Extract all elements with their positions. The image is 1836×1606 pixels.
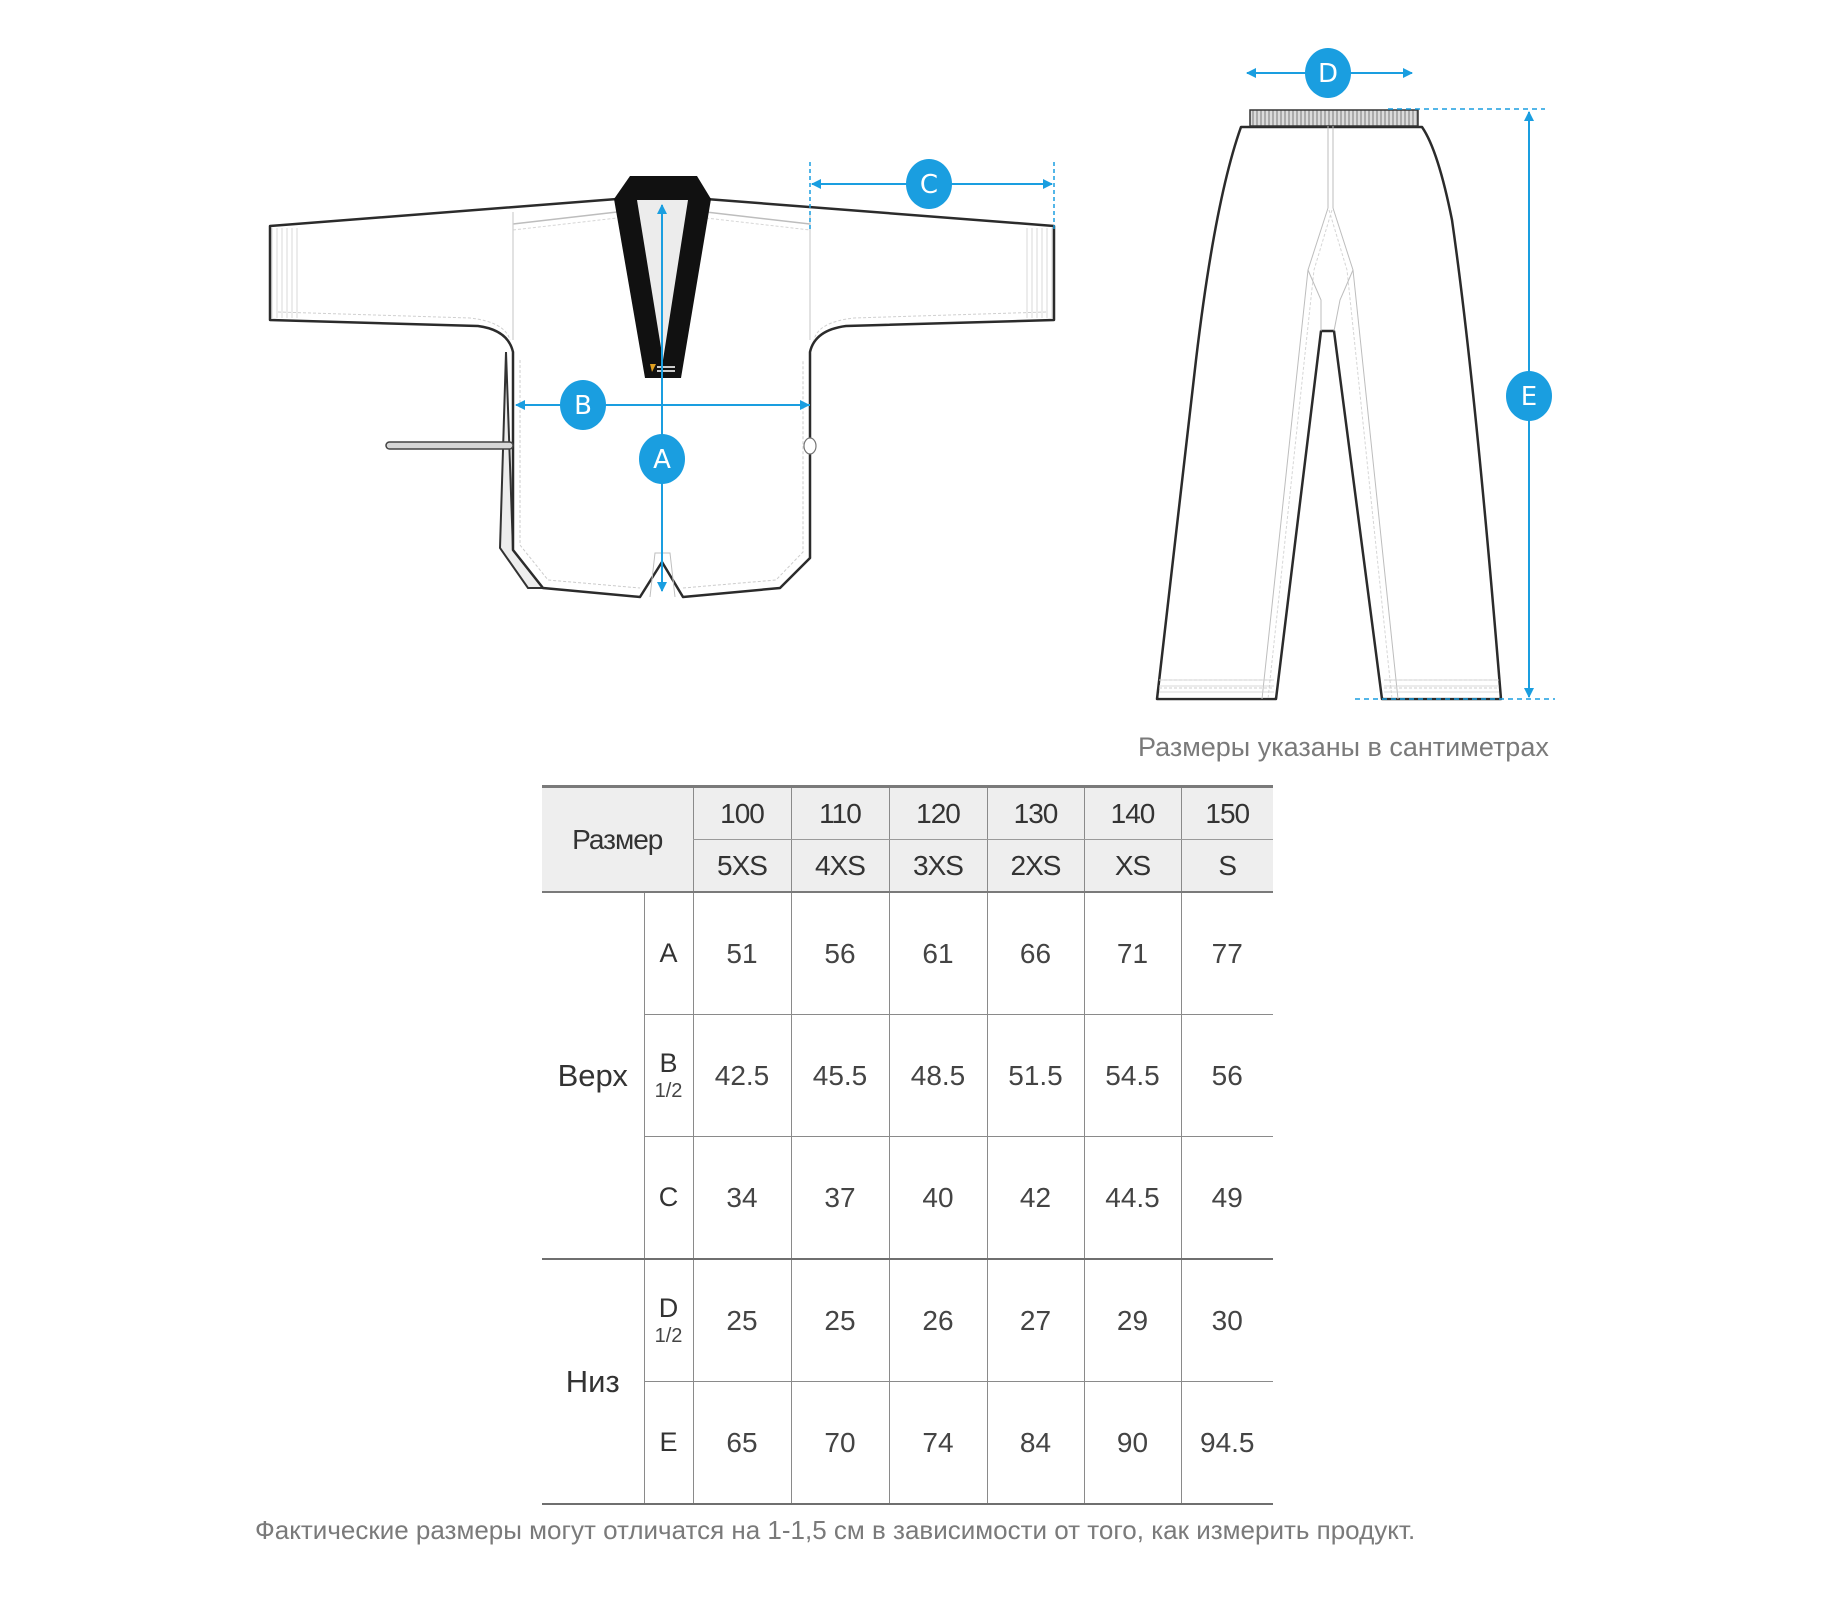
height-140: 140	[1084, 787, 1181, 840]
size-s: S	[1181, 840, 1273, 893]
table-cell: 49	[1181, 1137, 1273, 1260]
measure-d-letter: D	[658, 1293, 679, 1324]
measure-a	[644, 892, 693, 1015]
table-cell: 56	[1181, 1015, 1273, 1137]
header-size-label: Размер	[542, 787, 693, 893]
table-cell: 74	[889, 1382, 987, 1505]
measure-b-letter: B	[659, 1048, 678, 1079]
table-cell: 42	[987, 1137, 1084, 1260]
label-c-badge	[906, 159, 952, 209]
size-3xs: 3XS	[889, 840, 987, 893]
table-cell: 44.5	[1084, 1137, 1181, 1260]
table-cell: 54.5	[1084, 1015, 1181, 1137]
table-cell: 84	[987, 1382, 1084, 1505]
table-cell: 94.5	[1181, 1382, 1273, 1505]
label-a: A	[653, 445, 671, 475]
measure-e-letter: E	[659, 1426, 678, 1457]
units-caption: Размеры указаны в сантиметрах	[1138, 732, 1549, 762]
label-e-badge	[1506, 371, 1552, 421]
table-cell: 34	[693, 1137, 791, 1260]
side-button	[804, 438, 816, 454]
label-d: D	[1317, 59, 1339, 89]
size-xs: XS	[1084, 840, 1181, 893]
group-bottom-label: Низ	[542, 1259, 644, 1504]
label-a-badge	[639, 434, 685, 484]
height-150: 150	[1181, 787, 1273, 840]
measure-d	[644, 1259, 693, 1382]
measure-a-letter: A	[659, 937, 678, 968]
height-120: 120	[889, 787, 987, 840]
table-cell: 29	[1084, 1259, 1181, 1382]
table-cell: 25	[791, 1259, 889, 1382]
table-cell: 48.5	[889, 1015, 987, 1137]
table-cell: 70	[791, 1382, 889, 1505]
label-e: E	[1520, 382, 1538, 412]
table-cell: 45.5	[791, 1015, 889, 1137]
measure-b-half: 1/2	[654, 1079, 683, 1102]
table-cell: 51.5	[987, 1015, 1084, 1137]
group-top-label: Верх	[542, 892, 644, 1259]
disclaimer-note: Фактические размеры могут отличатся на 1-1,5 см в зависимости от того, как измерить продукт.	[255, 1515, 1416, 1545]
label-d-badge	[1305, 48, 1351, 98]
size-table	[542, 785, 1273, 1505]
waistband	[1250, 110, 1418, 126]
label-b-badge	[560, 380, 606, 430]
height-130: 130	[987, 787, 1084, 840]
size-2xs: 2XS	[987, 840, 1084, 893]
table-cell: 37	[791, 1137, 889, 1260]
table-cell: 51	[693, 892, 791, 1015]
table-row-a	[542, 892, 1273, 1015]
table-cell: 26	[889, 1259, 987, 1382]
table-cell: 27	[987, 1259, 1084, 1382]
table-cell: 77	[1181, 892, 1273, 1015]
table-row-d	[542, 1259, 1273, 1382]
height-110: 110	[791, 787, 889, 840]
left-cuff	[271, 228, 299, 318]
pants-body	[1157, 127, 1501, 699]
table-row-b	[542, 1015, 1273, 1137]
measure-b	[644, 1015, 693, 1137]
table-cell: 25	[693, 1259, 791, 1382]
table-cell: 40	[889, 1137, 987, 1260]
measure-c	[644, 1137, 693, 1260]
table-cell: 56	[791, 892, 889, 1015]
size-4xs: 4XS	[791, 840, 889, 893]
pants-drawing	[1157, 110, 1501, 699]
table-cell: 71	[1084, 892, 1181, 1015]
measure-e	[644, 1382, 693, 1505]
belt-tie	[386, 442, 513, 449]
table-cell: 66	[987, 892, 1084, 1015]
table-cell: 90	[1084, 1382, 1181, 1505]
label-b: B	[574, 391, 592, 421]
header-row-heights	[542, 787, 1273, 840]
table-cell: 65	[693, 1382, 791, 1505]
label-c: C	[919, 170, 939, 200]
measure-d-half: 1/2	[654, 1324, 683, 1347]
measure-c-letter: C	[658, 1181, 679, 1212]
table-row-e	[542, 1382, 1273, 1505]
right-cuff	[1025, 228, 1053, 318]
table-cell: 42.5	[693, 1015, 791, 1137]
size-5xs: 5XS	[693, 840, 791, 893]
height-100: 100	[693, 787, 791, 840]
table-cell: 30	[1181, 1259, 1273, 1382]
table-row-c	[542, 1137, 1273, 1260]
table-cell: 61	[889, 892, 987, 1015]
